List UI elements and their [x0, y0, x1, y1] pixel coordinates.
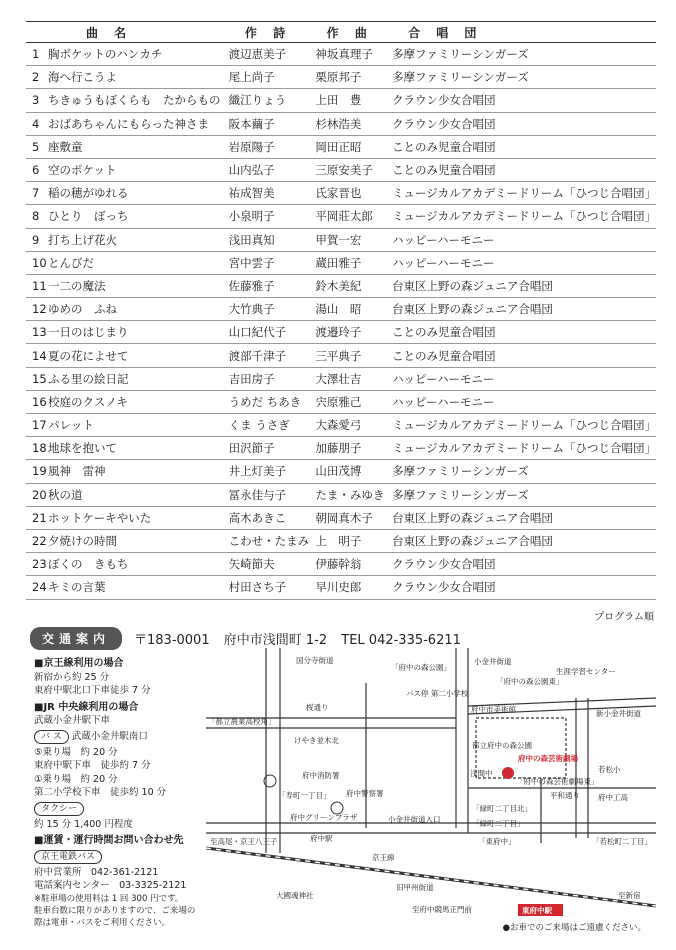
composer-name: 神坂真理子 [311, 43, 388, 66]
parking-note-2: 駐車台数に限りがありますので、ご来場の [34, 905, 196, 916]
composer-name: 蔵田雅子 [311, 251, 388, 274]
jr-heading: ■JR 中央線利用の場合 [34, 701, 139, 713]
choir-name: ことのみ児童合唱団 [388, 135, 656, 158]
song-number: 17 [26, 414, 48, 437]
car-notice: ●お車でのご来場はご遠慮ください。 [502, 923, 646, 933]
choir-name: クラウン少女合唱団 [388, 576, 656, 599]
parking-note-1: ※駐車場の使用料は 1 回 300 円です。 [34, 893, 184, 904]
choir-name: 多摩ファミリーシンガーズ [388, 43, 656, 66]
label-bus-stop: バス停 第二小学校 [406, 689, 469, 698]
composer-name: 上田 豊 [311, 89, 388, 112]
choir-name: ミュージカルアカデミードリーム「ひつじ合唱団」 [388, 414, 656, 437]
lyricist-name: 渡部千津子 [225, 344, 312, 367]
lyricist-name: 岩原陽子 [225, 135, 312, 158]
label-midori1: 「緑町二丁目北」 [472, 804, 532, 813]
lyricist-name: 田沢節子 [225, 437, 312, 460]
bus-route-a1: ⑤乗り場 約 20 分 [34, 746, 118, 758]
lyricist-name: 吉田房子 [225, 367, 312, 390]
composer-name: たま・みゆき [311, 483, 388, 506]
label-higashi-fuchu-sta: 東府中駅 [522, 906, 552, 915]
header-choir: 合 唱 団 [388, 22, 656, 43]
table-row [26, 251, 656, 274]
table-row [26, 66, 656, 89]
label-kokubunji: 国分寺街道 [296, 656, 334, 665]
label-wakamatsu: 若松小 [598, 765, 621, 774]
song-title: とんびだ [48, 251, 225, 274]
header-lyricist: 作 詩 [225, 22, 312, 43]
composer-name: 上 明子 [311, 529, 388, 552]
table-row [26, 321, 656, 344]
table-row [26, 89, 656, 112]
song-number: 8 [26, 205, 48, 228]
song-title: 地球を抱いて [48, 437, 225, 460]
program-table [26, 21, 656, 600]
song-title: ホットケーキやいた [48, 506, 225, 529]
choir-name: ハッピーハーモニー [388, 228, 656, 251]
header-title: 曲 名 [26, 22, 225, 43]
bus-pill: バ ス [34, 730, 69, 744]
choir-name: 多摩ファミリーシンガーズ [388, 483, 656, 506]
lyricist-name: 尾上尚子 [225, 66, 312, 89]
song-number: 16 [26, 390, 48, 413]
choir-name: 台東区上野の森ジュニア合唱団 [388, 529, 656, 552]
phone-number: TEL 042-335-6211 [341, 633, 461, 648]
keio-heading: ■京王線利用の場合 [34, 658, 124, 669]
venue-address [134, 629, 471, 648]
composer-name: 鈴木美紀 [311, 274, 388, 297]
table-row [26, 553, 656, 576]
song-title: 一二の魔法 [48, 274, 225, 297]
access-header [30, 627, 471, 650]
song-title: 海へ行こうよ [48, 66, 225, 89]
access-info [34, 654, 234, 929]
song-title: ひとり ぼっち [48, 205, 225, 228]
song-title: 座敷童 [48, 135, 225, 158]
song-title: パレット [48, 414, 225, 437]
song-number: 19 [26, 460, 48, 483]
bus-route-a2: 東府中駅下車 徒歩約 7 分 [34, 760, 151, 771]
lyricist-name: 井上灯美子 [225, 460, 312, 483]
song-title: 夏の花によせて [48, 344, 225, 367]
table-row [26, 576, 656, 599]
choir-name: 台東区上野の森ジュニア合唱団 [388, 298, 656, 321]
choir-name: クラウン少女合唱団 [388, 112, 656, 135]
composer-name: 大澤壮吉 [311, 367, 388, 390]
label-park: 都立府中の森公園 [472, 741, 532, 750]
lyricist-name: こわせ・たまみ [225, 529, 312, 552]
choir-name: クラウン少女合唱団 [388, 553, 656, 576]
lyricist-name: うめだ ちあき [225, 390, 312, 413]
label-shogai: 生涯学習センター [556, 667, 616, 676]
label-green-plaza: 府中グリーンプラザ [290, 813, 358, 822]
table-row [26, 228, 656, 251]
label-kyu-koshu: 旧甲州街道 [396, 883, 434, 892]
song-number: 1 [26, 43, 48, 66]
label-museum: 府中市美術館 [471, 705, 516, 714]
label-fuchu-park: 「府中の森公園」 [391, 663, 451, 672]
label-fire: 府中消防署 [302, 771, 340, 780]
song-number: 20 [26, 483, 48, 506]
label-wakamatsu2: 「若松町二丁目」 [592, 837, 652, 846]
label-sakura: 桜通り [306, 703, 329, 712]
label-higashi-fuchu: 「東府中」 [478, 837, 516, 846]
song-title: 秋の道 [48, 483, 225, 506]
composer-name: 宍原雅己 [311, 390, 388, 413]
keio-line-2: 東府中駅北口下車徒歩 7 分 [34, 685, 151, 696]
street-address: 府中市浅間町 1-2 [223, 633, 328, 648]
label-kokuryo: 大國魂神社 [276, 891, 314, 900]
song-number: 18 [26, 437, 48, 460]
label-theater: 府中の森芸術劇場 [518, 754, 578, 763]
song-title: 一日のはじまり [48, 321, 225, 344]
song-number: 7 [26, 182, 48, 205]
label-heiwa: 平和通り [550, 791, 580, 800]
composer-name: 氏家晋也 [311, 182, 388, 205]
postal-code: 〒183-0001 [134, 633, 210, 648]
label-police: 府中警察署 [346, 789, 384, 798]
composer-name: 湯山 昭 [311, 298, 388, 321]
access-title: 交通案内 [30, 627, 122, 650]
table-row [26, 205, 656, 228]
choir-name: ハッピーハーモニー [388, 390, 656, 413]
song-title: ゆめの ふね [48, 298, 225, 321]
lyricist-name: 浅田真知 [225, 228, 312, 251]
label-to-shinjuku: 至新宿 [618, 891, 641, 900]
song-number: 4 [26, 112, 48, 135]
lyricist-name: 織江りょう [225, 89, 312, 112]
label-koganei: 小金井街道 [474, 657, 512, 666]
table-row [26, 483, 656, 506]
song-number: 5 [26, 135, 48, 158]
header-composer: 作 曲 [311, 22, 388, 43]
label-shin-koganei: 新小金井街道 [596, 709, 641, 718]
song-number: 14 [26, 344, 48, 367]
composer-name: 加藤朋子 [311, 437, 388, 460]
composer-name: 山田茂博 [311, 460, 388, 483]
choir-name: 台東区上野の森ジュニア合唱団 [388, 506, 656, 529]
keio-railway [206, 848, 656, 906]
lyricist-name: 宮中雲子 [225, 251, 312, 274]
song-title: 夕焼けの時間 [48, 529, 225, 552]
song-number: 24 [26, 576, 48, 599]
lyricist-name: 矢崎節夫 [225, 553, 312, 576]
composer-name: 甲賀一宏 [311, 228, 388, 251]
choir-name: ことのみ児童合唱団 [388, 158, 656, 181]
lyricist-name: 佐藤雅子 [225, 274, 312, 297]
song-title: ちきゅうもぼくらも たからもの [48, 89, 225, 112]
jr-line-1: 武蔵小金井駅下車 [34, 715, 111, 726]
lyricist-name: 渡辺恵美子 [225, 43, 312, 66]
song-title: おばあちゃんにもらった神さま [48, 112, 225, 135]
table-row [26, 437, 656, 460]
label-sengen: 浅間中 [470, 769, 493, 778]
lyricist-name: 小泉明子 [225, 205, 312, 228]
table-row [26, 158, 656, 181]
label-keyaki: けやき並木北 [294, 736, 339, 745]
table-row [26, 344, 656, 367]
choir-name: ハッピーハーモニー [388, 367, 656, 390]
song-number: 12 [26, 298, 48, 321]
operations-heading: ■運賃・運行時間お問い合わせ先 [34, 835, 184, 846]
composer-name: 三平典子 [311, 344, 388, 367]
composer-name: 岡田正昭 [311, 135, 388, 158]
lyricist-name: くま うさぎ [225, 414, 312, 437]
choir-name: 多摩ファミリーシンガーズ [388, 66, 656, 89]
composer-name: 大森愛弓 [311, 414, 388, 437]
choir-name: 多摩ファミリーシンガーズ [388, 460, 656, 483]
choir-name: クラウン少女合唱団 [388, 89, 656, 112]
choir-name: ことのみ児童合唱団 [388, 344, 656, 367]
table-row [26, 529, 656, 552]
song-number: 23 [26, 553, 48, 576]
label-to-keiba: 至府中競馬正門前 [412, 905, 472, 914]
lyricist-name: 村田さち子 [225, 576, 312, 599]
song-title: ぼくの きもち [48, 553, 225, 576]
choir-name: ミュージカルアカデミードリーム「ひつじ合唱団」 [388, 182, 656, 205]
program-order-note: プログラム順 [594, 612, 654, 623]
composer-name: 朝岡真木子 [311, 506, 388, 529]
table-row [26, 112, 656, 135]
bus-row [34, 728, 234, 746]
composer-name: 早川史郎 [311, 576, 388, 599]
table-row [26, 298, 656, 321]
table-row [26, 390, 656, 413]
song-title: 校庭のクスノキ [48, 390, 225, 413]
song-number: 6 [26, 158, 48, 181]
song-number: 10 [26, 251, 48, 274]
table-row [26, 367, 656, 390]
bus-route-b1: ①乗り場 約 20 分 [34, 773, 118, 785]
song-title: 風神 雷神 [48, 460, 225, 483]
theater-marker [502, 767, 514, 779]
choir-name: ミュージカルアカデミードリーム「ひつじ合唱団」 [388, 205, 656, 228]
song-number: 2 [26, 66, 48, 89]
table-header-row [26, 22, 656, 43]
choir-name: 台東区上野の森ジュニア合唱団 [388, 274, 656, 297]
composer-name: 杉林浩美 [311, 112, 388, 135]
taxi-pill: タクシー [34, 802, 84, 816]
song-title: 空のポケット [48, 158, 225, 181]
song-number: 13 [26, 321, 48, 344]
label-theater-east: 「府中の森芸術劇場東」 [516, 777, 599, 786]
lyricist-name: 冨永佳与子 [225, 483, 312, 506]
access-map [206, 648, 656, 920]
composer-name: 三原安美子 [311, 158, 388, 181]
song-number: 9 [26, 228, 48, 251]
label-keio-line: 京王線 [372, 853, 395, 862]
lyricist-name: 阪本繭子 [225, 112, 312, 135]
label-midori2: 「緑町二丁目」 [472, 819, 525, 828]
table-row [26, 182, 656, 205]
label-fuchu-sta: 府中駅 [310, 834, 333, 843]
table-row [26, 460, 656, 483]
composer-name: 伊藤幹翁 [311, 553, 388, 576]
label-hachioji: 至高尾・京王八王子 [210, 837, 278, 846]
table-row [26, 135, 656, 158]
composer-name: 平岡莊太郎 [311, 205, 388, 228]
song-title: 稲の穂がゆれる [48, 182, 225, 205]
lyricist-name: 高木あきこ [225, 506, 312, 529]
choir-name: ミュージカルアカデミードリーム「ひつじ合唱団」 [388, 437, 656, 460]
bus-stop: 武蔵小金井駅南口 [71, 730, 148, 742]
keio-bus-pill: 京王電鉄バス [34, 850, 102, 864]
song-number: 21 [26, 506, 48, 529]
center-phone: 電話案内センター 03-3325-2121 [34, 880, 187, 891]
choir-name: ハッピーハーモニー [388, 251, 656, 274]
lyricist-name: 大竹典子 [225, 298, 312, 321]
table-row [26, 43, 656, 66]
lyricist-name: 山口紀代子 [225, 321, 312, 344]
song-number: 22 [26, 529, 48, 552]
song-title: ふる里の絵日記 [48, 367, 225, 390]
table-row [26, 274, 656, 297]
table-row [26, 414, 656, 437]
song-number: 11 [26, 274, 48, 297]
lyricist-name: 祐成智美 [225, 182, 312, 205]
office-phone: 府中営業所 042-361-2121 [34, 866, 159, 878]
lyricist-name: 山内弘子 [225, 158, 312, 181]
bus-route-b2: 第二小学校下車 徒歩約 10 分 [34, 787, 167, 798]
taxi-info: 約 15 分 1,400 円程度 [34, 818, 133, 830]
table-row [26, 506, 656, 529]
parking-note-3: 際は電車・バスをご利用ください。 [34, 917, 171, 928]
song-title: 打ち上げ花火 [48, 228, 225, 251]
label-kogane-iri: 小金井街道入口 [388, 815, 441, 824]
label-fuchu-ko: 府中工高 [598, 793, 628, 802]
label-tokyo-farm: 「都立農業高校角」 [208, 717, 276, 726]
composer-name: 渡邉玲子 [311, 321, 388, 344]
keio-line-1: 新宿から約 25 分 [34, 671, 110, 683]
label-fuchu-east: 「府中の森公園東」 [496, 677, 564, 686]
choir-name: ことのみ児童合唱団 [388, 321, 656, 344]
song-title: キミの言葉 [48, 576, 225, 599]
song-number: 15 [26, 367, 48, 390]
song-title: 胸ポケットのハンカチ [48, 43, 225, 66]
song-number: 3 [26, 89, 48, 112]
composer-name: 栗原邦子 [311, 66, 388, 89]
label-kotobuki: 「寿町一丁目」 [278, 791, 331, 800]
